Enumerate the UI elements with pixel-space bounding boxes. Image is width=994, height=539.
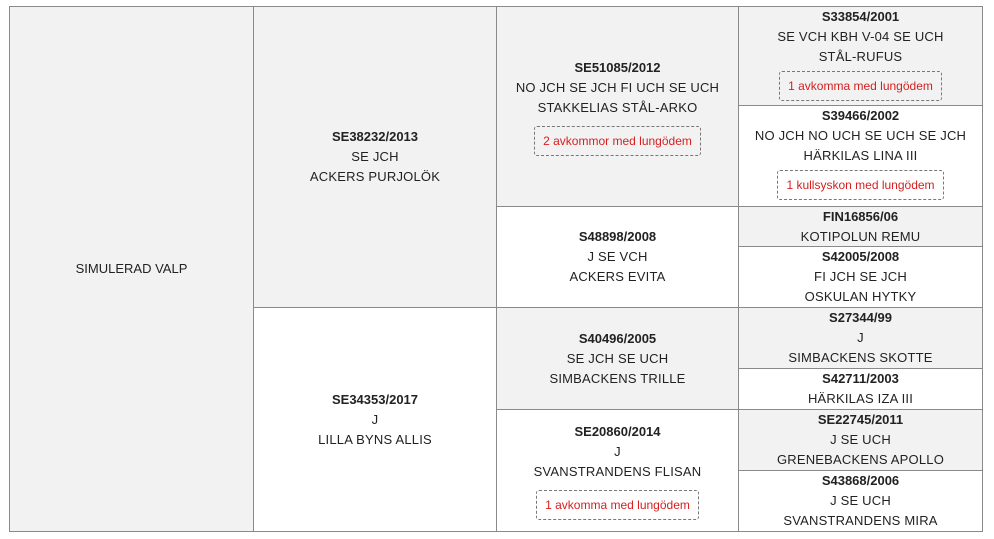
- ddd-name: SVANSTRANDENS MIRA: [783, 513, 938, 528]
- dam-dam-cell[interactable]: [496, 409, 739, 532]
- sds-name: KOTIPOLUN REMU: [800, 228, 921, 244]
- lung-edema-badge[interactable]: 1 avkomma med lungödem: [779, 71, 942, 101]
- dsd-name: HÄRKILAS IZA III: [807, 391, 914, 406]
- lung-edema-badge[interactable]: 1 avkomma med lungödem: [536, 490, 699, 520]
- ssd-titles: NO JCH NO UCH SE UCH SE JCH: [754, 128, 967, 143]
- sire-dam-name: ACKERS EVITA: [569, 269, 666, 284]
- sire-name: ACKERS PURJOLÖK: [309, 169, 441, 184]
- dds-reg-number: SE22745/2011: [817, 412, 904, 427]
- ssd-reg-number: S39466/2002: [821, 108, 900, 123]
- sss-reg-number: S33854/2001: [821, 9, 900, 24]
- sds-reg-number: FIN16856/06: [822, 208, 899, 224]
- dam-name: LILLA BYNS ALLIS: [318, 431, 432, 447]
- sire-dam-cell[interactable]: [496, 206, 739, 308]
- dsd-cell[interactable]: [738, 368, 983, 410]
- dam-dam-titles: J: [614, 443, 621, 459]
- sire-cell[interactable]: [253, 6, 497, 308]
- sdd-titles: FI JCH SE JCH: [814, 269, 907, 284]
- sire-titles: SE JCH: [351, 149, 399, 164]
- dam-sire-name: SIMBACKENS TRILLE: [549, 370, 686, 386]
- sire-sire-cell[interactable]: [496, 6, 739, 207]
- dam-sire-reg-number: S40496/2005: [578, 330, 657, 346]
- sire-sire-name: STAKKELIAS STÅL-ARKO: [537, 99, 698, 115]
- dam-sire-cell[interactable]: [496, 307, 739, 410]
- dds-cell[interactable]: [738, 409, 983, 471]
- sds-cell[interactable]: [738, 206, 983, 247]
- dam-sire-titles: SE JCH SE UCH: [566, 350, 669, 366]
- dam-dam-name: SVANSTRANDENS FLISAN: [533, 463, 702, 479]
- puppy-label: SIMULERAD VALP: [75, 261, 188, 276]
- ddd-cell[interactable]: [738, 470, 983, 532]
- dss-cell[interactable]: [738, 307, 983, 369]
- sdd-cell[interactable]: [738, 246, 983, 308]
- sire-dam-reg-number: S48898/2008: [578, 229, 657, 244]
- ssd-cell[interactable]: [738, 105, 983, 207]
- sire-sire-reg-number: SE51085/2012: [574, 59, 661, 75]
- ddd-reg-number: S43868/2006: [821, 473, 900, 488]
- dds-name: GRENEBACKENS APOLLO: [776, 452, 945, 467]
- sss-name: STÅL-RUFUS: [818, 49, 903, 64]
- dam-dam-reg-number: SE20860/2014: [574, 423, 661, 439]
- sire-sire-titles: NO JCH SE JCH FI UCH SE UCH: [515, 79, 720, 95]
- dam-titles: J: [371, 411, 379, 427]
- dam-cell[interactable]: [253, 307, 497, 532]
- lung-edema-badge[interactable]: 1 kullsyskon med lungödem: [777, 170, 943, 200]
- lung-edema-badge[interactable]: 2 avkommor med lungödem: [534, 126, 701, 156]
- puppy-cell: [9, 6, 254, 532]
- dss-reg-number: S27344/99: [829, 310, 892, 325]
- ddd-titles: J SE UCH: [830, 493, 891, 508]
- dss-name: SIMBACKENS SKOTTE: [788, 350, 933, 365]
- sss-cell[interactable]: [738, 6, 983, 106]
- dss-titles: J: [857, 330, 864, 345]
- sss-titles: SE VCH KBH V-04 SE UCH: [777, 29, 944, 44]
- dsd-reg-number: S42711/2003: [822, 371, 899, 386]
- dds-titles: J SE UCH: [830, 432, 891, 447]
- sire-dam-titles: J SE VCH: [587, 249, 648, 264]
- sire-reg-number: SE38232/2013: [331, 129, 419, 144]
- sdd-reg-number: S42005/2008: [821, 249, 900, 264]
- dam-reg-number: SE34353/2017: [331, 391, 419, 407]
- ssd-name: HÄRKILAS LINA III: [803, 148, 918, 163]
- sdd-name: OSKULAN HYTKY: [804, 289, 917, 304]
